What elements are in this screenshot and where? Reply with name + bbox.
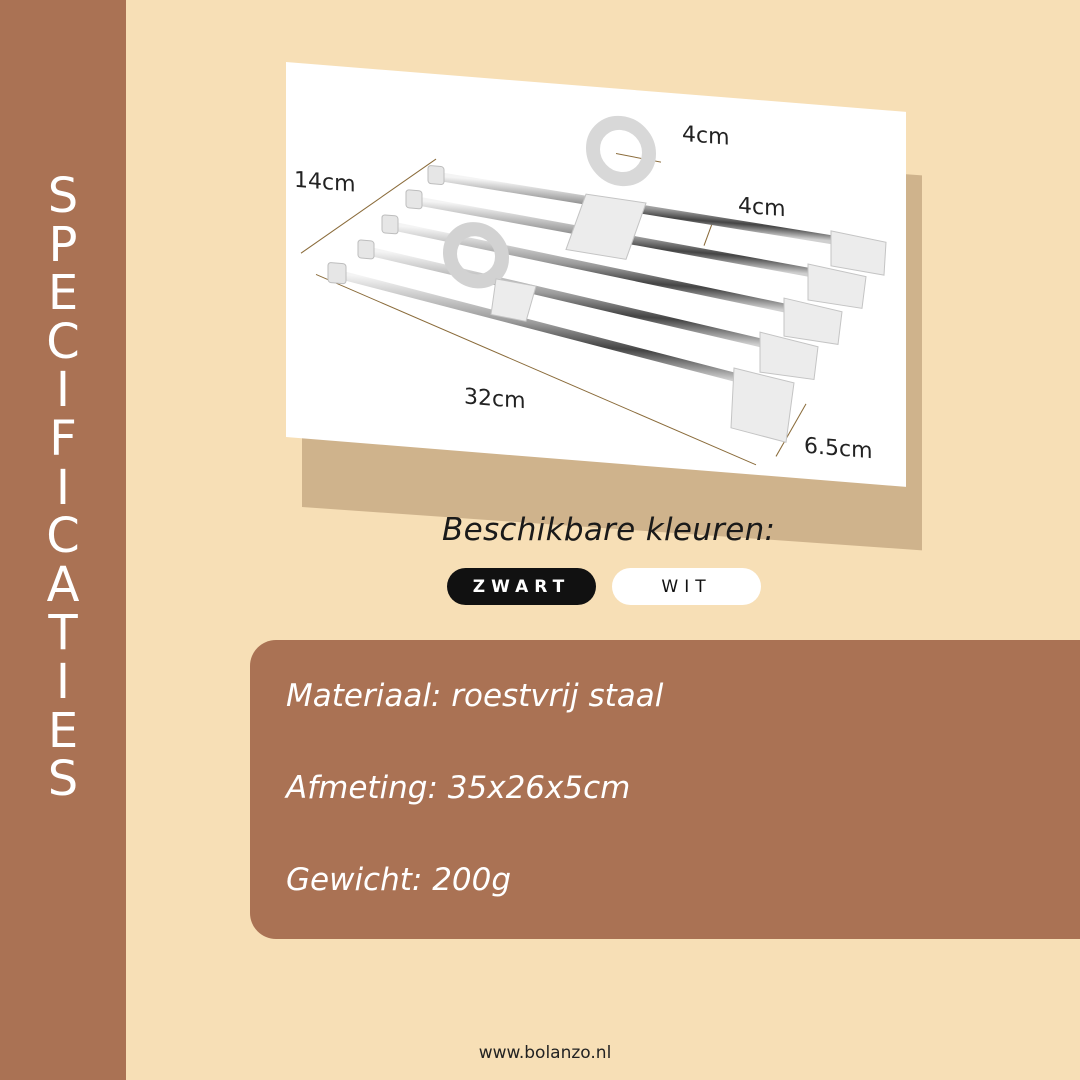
side-title-letter: E [47,265,79,322]
product-photo [286,62,906,487]
side-title-letter: C [46,508,80,565]
spec-material: Materiaal: roestvrij staal [286,678,664,714]
dim-hook-label: 4cm [682,121,730,151]
side-title-letter: A [46,556,80,613]
color-option-white[interactable]: WIT [612,568,761,605]
side-title-letter: T [48,605,78,662]
hanger-illustration [286,62,906,487]
end-blocks [731,223,886,450]
side-title-letter: E [47,702,79,759]
side-title [0,168,126,808]
side-title-letter: P [48,216,78,273]
side-title-letter: F [49,410,77,467]
side-title-letter: C [46,313,80,370]
side-title-letter: I [55,362,71,419]
side-title-letter: I [55,653,71,710]
spec-weight: Gewicht: 200g [286,862,512,898]
footer-url[interactable]: www.bolanzo.nl [478,1043,612,1063]
color-option-black[interactable]: ZWART [447,568,596,605]
side-title-letter: S [47,168,79,224]
spec-panel [250,640,1080,939]
dim-depth-label: 6.5cm [804,433,873,465]
side-title-letter: I [55,459,71,516]
colors-heading: Beschikbare kleuren: [442,512,776,548]
dim-length-label: 32cm [464,384,526,415]
dim-width-label: 14cm [294,167,356,198]
side-bar [0,0,126,1080]
dim-spacing-label: 4cm [738,193,786,223]
spec-dimensions: Afmeting: 35x26x5cm [286,770,631,806]
side-title-letter: S [47,751,79,808]
